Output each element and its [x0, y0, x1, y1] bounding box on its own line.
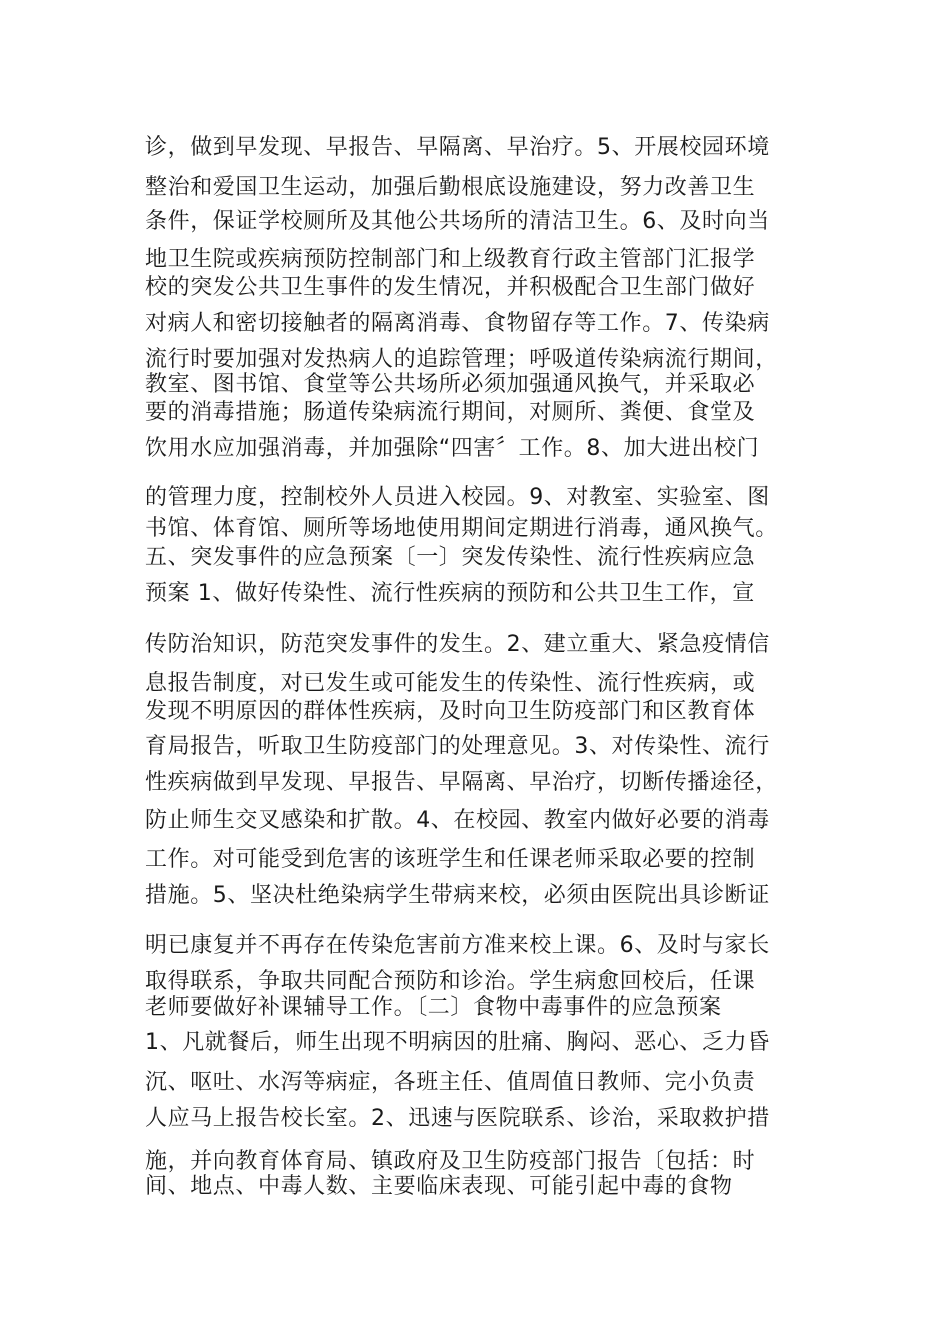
text-line: 流行时要加强对发热病人的追踪管理；呼吸道传染病流行期间， — [145, 347, 778, 372]
text-line: 1、凡就餐后，师生出现不明病因的肚痛、胸闷、恶心、乏力昏 — [145, 1030, 770, 1055]
text-line: 条件，保证学校厕所及其他公共场所的清洁卫生。6、及时向当 — [145, 209, 770, 234]
text-line: 取得联系，争取共同配合预防和诊治。学生病愈回校后，任课 — [145, 969, 756, 994]
text-line: 传防治知识，防范突发事件的发生。2、建立重大、紧急疫情信 — [145, 632, 770, 657]
text-line: 沉、呕吐、水泻等病症，各班主任、值周值日教师、完小负责 — [145, 1070, 756, 1095]
text-line: 明已康复并不再存在传染危害前方准来校上课。6、及时与家长 — [145, 933, 770, 958]
text-line: 预案 1、做好传染性、流行性疾病的预防和公共卫生工作，宣 — [145, 581, 755, 606]
text-line: 校的突发公共卫生事件的发生情况，并积极配合卫生部门做好 — [145, 275, 756, 300]
text-line: 息报告制度，对已发生或可能发生的传染性、流行性疾病，或 — [145, 671, 756, 696]
text-line: 五、突发事件的应急预案〔一〕突发传染性、流行性疾病应急 — [145, 545, 756, 570]
text-line: 发现不明原因的群体性疾病，及时向卫生防疫部门和区教育体 — [145, 699, 756, 724]
text-line: 的管理力度，控制校外人员进入校园。9、对教室、实验室、图 — [145, 485, 770, 510]
text-line: 地卫生院或疾病预防控制部门和上级教育行政主管部门汇报学 — [145, 247, 756, 272]
text-line: 老师要做好补课辅导工作。〔二〕食物中毒事件的应急预案 — [145, 995, 722, 1020]
text-line: 间、地点、中毒人数、主要临床表现、可能引起中毒的食物 — [145, 1174, 733, 1199]
text-line: 措施。5、坚决杜绝染病学生带病来校，必须由医院出具诊断证 — [145, 883, 770, 908]
text-line: 人应马上报告校长室。2、迅速与医院联系、诊治，采取救护措 — [145, 1106, 770, 1131]
text-line: 整治和爱国卫生运动，加强后勤根底设施建设，努力改善卫生 — [145, 175, 756, 200]
text-line: 要的消毒措施；肠道传染病流行期间，对厕所、粪便、食堂及 — [145, 400, 756, 425]
text-line: 防止师生交叉感染和扩散。4、在校园、教室内做好必要的消毒 — [145, 808, 770, 833]
text-line: 书馆、体育馆、厕所等场地使用期间定期进行消毒，通风换气。 — [145, 516, 778, 541]
text-line: 诊，做到早发现、早报告、早隔离、早治疗。5、开展校园环境 — [145, 135, 770, 160]
text-line: 饮用水应加强消毒，并加强除“四害〞工作。8、加大进出校门 — [145, 436, 760, 461]
text-line: 对病人和密切接触者的隔离消毒、食物留存等工作。7、传染病 — [145, 311, 770, 336]
text-line: 育局报告，听取卫生防疫部门的处理意见。3、对传染性、流行 — [145, 734, 770, 759]
text-line: 施，并向教育体育局、镇政府及卫生防疫部门报告〔包括：时 — [145, 1149, 756, 1174]
text-line: 工作。对可能受到危害的该班学生和任课老师采取必要的控制 — [145, 847, 756, 872]
text-line: 教室、图书馆、食堂等公共场所必须加强通风换气，并采取必 — [145, 372, 756, 397]
text-line: 性疾病做到早发现、早报告、早隔离、早治疗，切断传播途径， — [145, 770, 778, 795]
